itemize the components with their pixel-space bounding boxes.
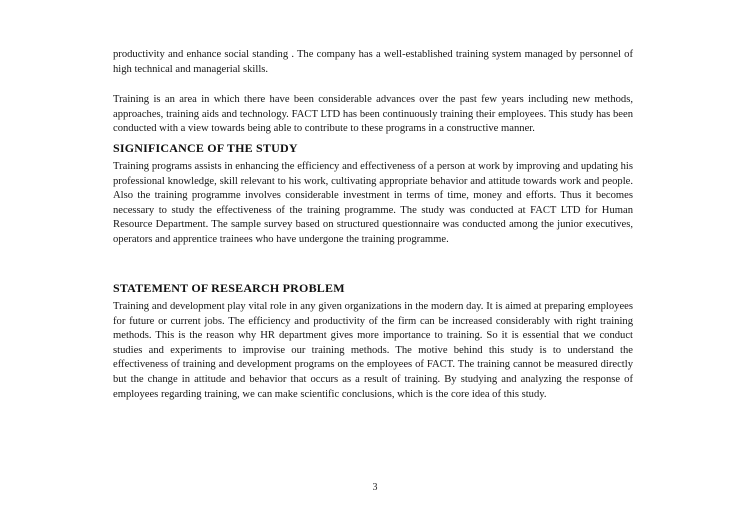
section-significance	[113, 141, 633, 155]
paragraph-text: Training programs assists in enhancing the efficiency and effectiveness of a person at work by improving and updating his professional knowledge, skill relevant to his work, cultivating appropriate behavior and attitude towards work and people. Also the training programme involves considerable investment in terms of time, money and efforts. Thus it becomes necessary to study the effectiveness of the training programme. The study was conducted at FACT LTD for Human Resource Department. The sample survey based on structured questionnaire was conducted among the junior executives, operators and apprentice trainees who have undergone the training programme.	[113, 161, 633, 245]
paragraph-problem	[113, 300, 633, 402]
paragraph-text: productivity and enhance social standing . The company has a well-established training system managed by personnel of high technical and managerial skills.	[113, 49, 633, 75]
paragraph-text: Training and development play vital role in any given organizations in the modern day. It is aimed at preparing employees for future or current jobs. The efficiency and productivity of the firm can be increased considerably with right training methods. This is the reason why HR department gives more importance to training. So it is essential that we conduct studies and experiments to improvise our training methods. The motive behind this study is to understand the effectiveness of training and development programs on the employees of FACT. The training cannot be measured directly but the change in attitude and behavior that occurs as a result of training. By studying and analyzing the response of employees regarding training, we can make scientific conclusions, which is the core idea of this study.	[113, 301, 633, 400]
section-heading: SIGNIFICANCE OF THE STUDY	[113, 141, 298, 155]
section-problem	[113, 281, 633, 295]
page-number: 3	[372, 482, 378, 493]
paragraph-intro-continuation	[113, 48, 633, 77]
section-heading: STATEMENT OF RESEARCH PROBLEM	[113, 281, 345, 295]
paragraph-significance	[113, 160, 633, 248]
paragraph-text: Training is an area in which there have been considerable advances over the past few years including new methods, approaches, training aids and technology. FACT LTD has been continuously training their employees. This study has been conducted with a view towards being able to contribute to these programs in a constructive manner.	[113, 94, 633, 135]
paragraph-training-area	[113, 93, 633, 137]
